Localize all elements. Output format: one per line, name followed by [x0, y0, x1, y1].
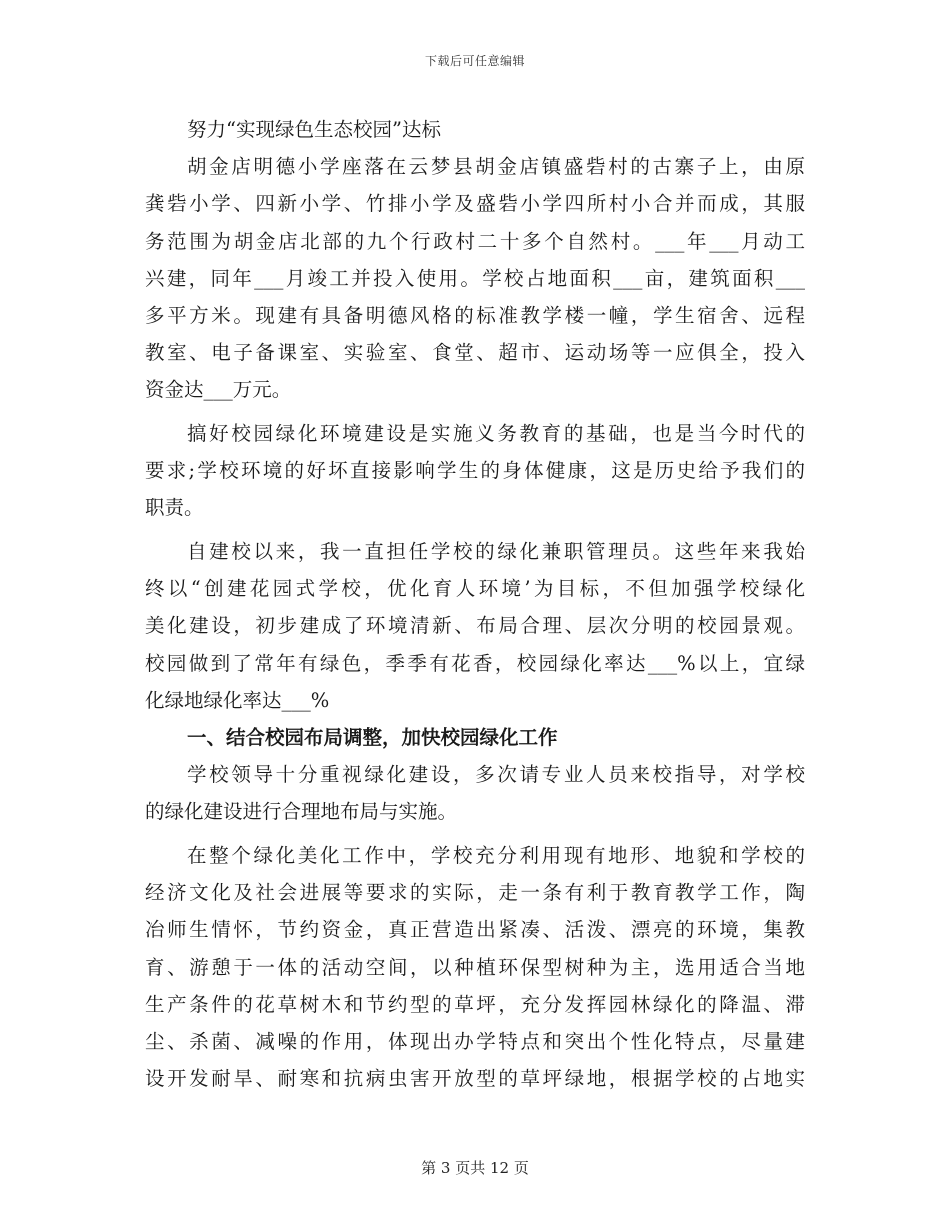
- paragraph-line: 生产条件的花草树木和节约型的草坪，充分发挥园林绿化的降温、滞: [145, 992, 805, 1016]
- paragraph-line: 龚砦小学、四新小学、竹排小学及盛砦小学四所村小合并而成，其服: [145, 192, 805, 216]
- paragraph-line: 化绿地绿化率达___%: [145, 688, 330, 712]
- paragraph-line: 兴建，同年___月竣工并投入使用。学校占地面积___亩，建筑面积___: [145, 266, 805, 290]
- paragraph-line: 设开发耐旱、耐寒和抗病虫害开放型的草坪绿地，根据学校的占地实: [145, 1067, 805, 1091]
- paragraph-line: 胡金店明德小学座落在云梦县胡金店镇盛砦村的古寨子上，由原: [187, 155, 805, 179]
- paragraph-line: 育、游憩于一体的活动空间，以种植环保型树种为主，选用适合当地: [145, 955, 805, 979]
- paragraph-line: 要求;学校环境的好坏直接影响学生的身体健康，这是历史给予我们的: [145, 459, 805, 483]
- paragraph-line: 校园做到了常年有绿色，季季有花香，校园绿化率达___%以上，宜绿: [145, 651, 805, 675]
- document-body: [145, 111, 805, 1097]
- paragraph-line: 终以“创建花园式学校，优化育人环境’为目标，不但加强学校绿化: [145, 577, 805, 601]
- page-header: 下载后可任意编辑: [424, 54, 525, 68]
- paragraph-line: 资金达___万元。: [145, 378, 292, 402]
- paragraph-line: 学校领导十分重视绿化建设，多次请专业人员来校指导，对学校: [187, 763, 805, 787]
- paragraph-line: 务范围为胡金店北部的九个行政村二十多个自然村。___年___月动工: [145, 229, 805, 253]
- paragraph-line: 尘、杀菌、减噪的作用，体现出办学特点和突出个性化特点，尽量建: [145, 1030, 805, 1053]
- document-title: 努力“实现绿色生态校园”达标: [187, 118, 441, 141]
- paragraph-line: 的绿化建设进行合理地布局与实施。: [145, 800, 458, 824]
- section-heading: 一、结合校园布局调整，加快校园绿化工作: [187, 726, 558, 749]
- paragraph-line: 教室、电子备课室、实验室、食堂、超市、运动场等一应俱全，投入: [145, 341, 805, 365]
- paragraph-line: 搞好校园绿化环境建设是实施义务教育的基础，也是当今时代的: [187, 422, 805, 445]
- paragraph-line: 职责。: [145, 496, 204, 520]
- paragraph-line: 在整个绿化美化工作中，学校充分利用现有地形、地貌和学校的: [187, 844, 805, 868]
- page-number: 第 3 页共 12 页: [421, 1159, 529, 1177]
- paragraph-line: 经济文化及社会进展等要求的实际，走一条有利于教育教学工作，陶: [145, 881, 805, 905]
- paragraph-line: 冶师生情怀，节约资金，真正营造出紧凑、活泼、漂亮的环境，集教: [145, 918, 805, 942]
- paragraph-line: 自建校以来，我一直担任学校的绿化兼职管理员。这些年来我始: [187, 540, 805, 564]
- paragraph-line: 美化建设，初步建成了环境清新、布局合理、层次分明的校园景观。: [145, 614, 805, 638]
- paragraph-line: 多平方米。现建有具备明德风格的标准教学楼一幢，学生宿舍、远程: [145, 303, 805, 327]
